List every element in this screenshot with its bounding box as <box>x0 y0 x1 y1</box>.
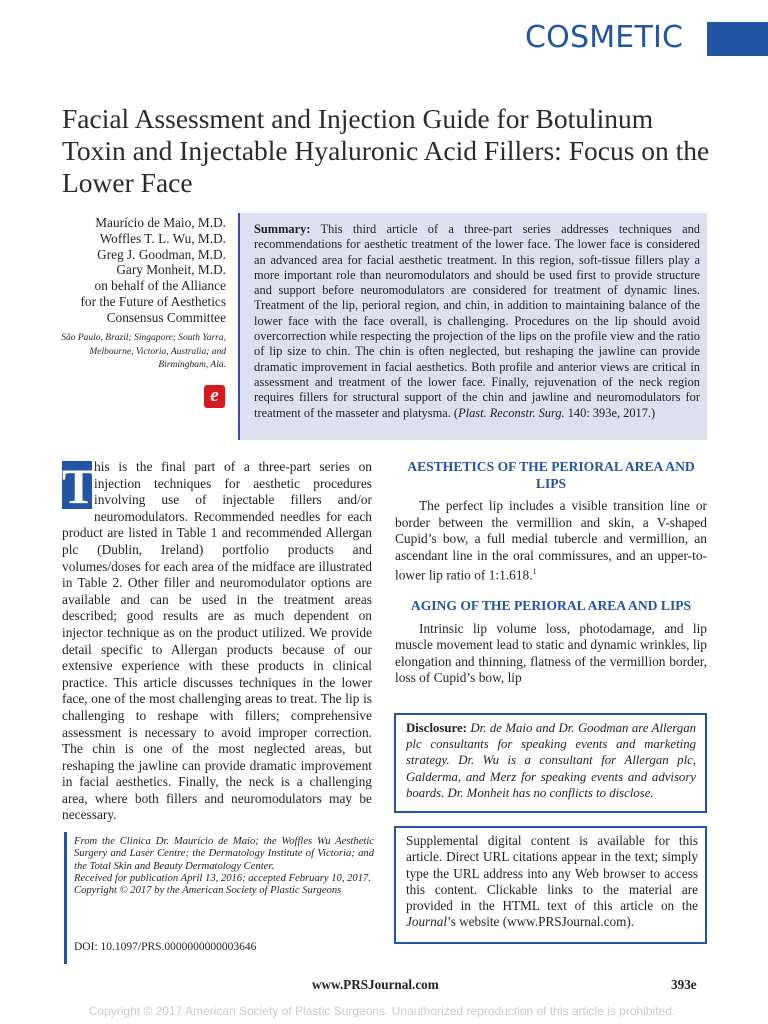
reference-marker[interactable]: 1 <box>532 567 537 577</box>
article-title: Facial Assessment and Injection Guide for Botulinum Toxin and Injectable Hyaluronic Acid Fillers: Focus on the Lower Face <box>62 103 710 198</box>
section-heading: AGING OF THE PERIORAL AREA AND LIPS <box>410 598 692 613</box>
disclosure-text: Dr. de Maio and Dr. Goodman are Allergan plc consultants for speaking events and marketing strategy. Dr. Wu is a consultant for Allergan plc, Galderma, and Merz for speaking events and advisory boards. Dr. Monheit has no conflicts to disclose. <box>406 721 696 800</box>
copyright-notice: Copyright © 2017 American Society of Plastic Surgeons. Unauthorized reproduction of this article is prohibited. <box>88 1004 676 1018</box>
citation-open: ( <box>453 405 459 420</box>
footnote-affiliations: From the Clinica Dr. Maurício de Maio; the Woffles Wu Aesthetic Surgery and Laser Centre; the Dermatology Institute of Victoria; and the Total Skin and Beauty Dermatology Center. <box>74 836 374 872</box>
doi[interactable]: DOI: 10.1097/PRS.0000000000003646 <box>74 941 257 953</box>
author-list <box>38 215 226 326</box>
section-paragraph <box>395 498 707 584</box>
author-line: Gary Monheit, M.D. <box>116 262 226 278</box>
section-heading: AESTHETICS OF THE PERIORAL AREA AND LIPS <box>407 459 695 491</box>
drop-cap: T <box>62 458 96 514</box>
section-aging <box>395 598 707 687</box>
summary-text: This third article of a three-part series addresses techniques and recommendations for aesthetic treatment of the lower face. The lower face is considered an advanced area for facial aesthetic treatment. In this region, soft-tissue fillers play a more important role than neuromodulators and should be used first to provide structure and support before neuromodulators are considered for treatment of dynamic lines. Treatment of the lip, perioral region, and chin, in addition to maintaining balance of the lower face with the face overall, is challenging. Procedures on the lip should avoid overcorrection while respecting the projection of the lips on the profile view and the ratio of lip size to chin. The chin is often neglected, but reshaping the jawline can provide dramatic improvement in facial aesthetics. Both profile and anterior views are critical in assessment and treatment of the lower face. Finally, rejuvenation of the neck region requires fillers for structural support of the chin and jawline and neuromodulators for treatment of the masseter and platysma. <box>254 222 700 420</box>
disclosure-statement <box>406 720 696 801</box>
author-line: Greg J. Goodman, M.D. <box>97 246 226 262</box>
section-label-bar <box>707 22 768 56</box>
disclosure-label: Disclosure: <box>406 721 467 735</box>
footnote-received: Received for publication April 13, 2016; accepted February 10, 2017. <box>74 872 371 884</box>
supplemental-content-icon[interactable]: e <box>204 385 225 408</box>
section-aesthetics <box>395 459 707 584</box>
section-label: COSMETIC <box>525 20 684 55</box>
supplemental-text: Supplemental digital content is available for this article. Direct URL citations appear in the text; simply type the URL address into any Web browser to access this content. Clickable links to the material are provided in the HTML text of this article on the <box>406 833 698 914</box>
footnote-block <box>74 836 374 897</box>
intro-paragraph <box>62 459 372 824</box>
citation-details: 140: 393e, 2017.) <box>564 405 656 420</box>
author-line: for the Future of Aesthetics <box>80 293 226 309</box>
section-text: The perfect lip includes a visible transition line or border between the vermillion and skin, a V-shaped Cupid’s bow, a full medial tubercle and vermillion, an ascendant line in the oral commissures, and an upper-to-lower lip ratio of 1:1.618. <box>395 498 707 583</box>
author-line: Maurício de Maio, M.D. <box>95 215 226 230</box>
intro-text: his is the final part of a three-part series on injection techniques for aesthetic procedures involving use of injectable fillers and/or neuromodulators. Recommended needles for each product are listed in Table 1 and recommended Allergan plc (Dublin, Ireland) portfolio products and volumes/doses for each area of the midface are illustrated in Table 2. Other filler and neuromodulator options are available and can be used in the treatment areas described; good results are as much dependent on injector technique as on the product utilized. We provide detail specific to Allergan products because of our extensive experience with these products in clinical practice. This article discusses techniques in the lower face, one of the most challenging areas to treat. The lip is challenging to reshape with fillers; comprehensive assessment is necessary to avoid improper correction. The chin is one of the most neglected areas, but reshaping the jawline can provide dramatic improvement in facial aesthetics. Finally, the neck is a challenging area, where both fillers and neuromodulators may be necessary. <box>62 459 372 823</box>
author-line: Consensus Committee <box>106 309 226 325</box>
summary-label: Summary: <box>254 222 311 236</box>
author-affiliation: São Paulo, Brazil; Singapore; South Yarra, Melbourne, Victoria, Australia; and Birmingham, Ala. <box>61 333 226 370</box>
footnote-copyright: Copyright © 2017 by the American Society of Plastic Surgeons <box>74 885 342 897</box>
summary-abstract <box>254 222 700 421</box>
supplemental-notice <box>406 833 698 931</box>
author-line: on behalf of the Alliance <box>94 278 226 294</box>
page-number: 393e <box>671 977 697 992</box>
supplemental-link-text[interactable]: ’s website (www.PRSJournal.com). <box>447 914 635 930</box>
section-paragraph: Intrinsic lip volume loss, photodamage, and lip muscle movement lead to static and dynamic wrinkles, lip elongation and thinning, flatness of the vermillion border, loss of Cupid’s bow, lip <box>395 620 707 686</box>
citation-journal: Plast. Reconstr. Surg. <box>458 405 565 420</box>
supplemental-journal: Journal <box>406 914 448 930</box>
author-line: Woffles T. L. Wu, M.D. <box>99 230 226 246</box>
footnote-rule <box>64 832 67 964</box>
footer-url[interactable]: www.PRSJournal.com <box>312 977 439 992</box>
